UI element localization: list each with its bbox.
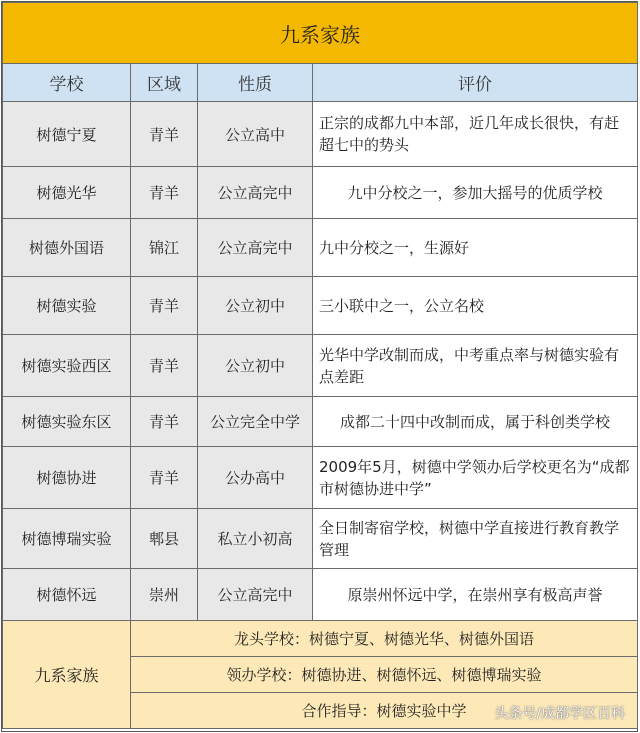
- family-line-cooperation: 合作指导：树德实验中学: [131, 693, 638, 729]
- nature-cell: 公立高完中: [198, 219, 313, 277]
- family-label: 九系家族: [3, 621, 131, 729]
- region-cell: 崇州: [131, 569, 198, 621]
- region-cell: 青羊: [131, 397, 198, 447]
- family-row: [3, 621, 638, 657]
- evaluation-cell: 正宗的成都九中本部，近几年成长很快，有赶超七中的势头: [313, 102, 638, 167]
- nature-cell: 公立高完中: [198, 569, 313, 621]
- header-evaluation: 评价: [313, 64, 638, 102]
- evaluation-cell: 九中分校之一，参加大摇号的优质学校: [313, 167, 638, 219]
- nature-cell: 私立小初高: [198, 509, 313, 569]
- evaluation-cell: 九中分校之一，生源好: [313, 219, 638, 277]
- nature-cell: 公立初中: [198, 335, 313, 397]
- school-cell: 树德协进: [3, 447, 131, 509]
- table-row: [3, 219, 638, 277]
- family-line-managed: 领办学校：树德协进、树德怀远、树德博瑞实验: [131, 657, 638, 693]
- nature-cell: 公办高中: [198, 447, 313, 509]
- nature-cell: 公立高中: [198, 102, 313, 167]
- evaluation-cell: 全日制寄宿学校，树德中学直接进行教育教学管理: [313, 509, 638, 569]
- school-cell: 树德光华: [3, 167, 131, 219]
- school-table: [2, 2, 638, 729]
- family-line-lead: 龙头学校：树德宁夏、树德光华、树德外国语: [131, 621, 638, 657]
- table-row: [3, 277, 638, 335]
- school-cell: 树德外国语: [3, 219, 131, 277]
- evaluation-cell: 光华中学改制而成，中考重点率与树德实验有点差距: [313, 335, 638, 397]
- region-cell: 青羊: [131, 447, 198, 509]
- table-title: 九系家族: [3, 3, 638, 64]
- watermark: 头条号/成都学区百科: [494, 706, 625, 722]
- evaluation-cell: 三小联中之一，公立名校: [313, 277, 638, 335]
- table-row: [3, 509, 638, 569]
- region-cell: 青羊: [131, 335, 198, 397]
- region-cell: 青羊: [131, 277, 198, 335]
- region-cell: 青羊: [131, 167, 198, 219]
- school-table-sheet: [1, 1, 638, 732]
- region-cell: 青羊: [131, 102, 198, 167]
- school-cell: 树德宁夏: [3, 102, 131, 167]
- table-row: [3, 335, 638, 397]
- title-row: [3, 3, 638, 64]
- evaluation-cell: 原崇州怀远中学，在崇州享有极高声誉: [313, 569, 638, 621]
- evaluation-cell: 2009年5月，树德中学领办后学校更名为“成都市树德协进中学”: [313, 447, 638, 509]
- evaluation-cell: 成都二十四中改制而成，属于科创类学校: [313, 397, 638, 447]
- table-row: [3, 397, 638, 447]
- table-row: [3, 167, 638, 219]
- school-cell: 树德怀远: [3, 569, 131, 621]
- header-region: 区域: [131, 64, 198, 102]
- school-cell: 树德实验西区: [3, 335, 131, 397]
- table-row: [3, 447, 638, 509]
- nature-cell: 公立初中: [198, 277, 313, 335]
- nature-cell: 公立完全中学: [198, 397, 313, 447]
- header-nature: 性质: [198, 64, 313, 102]
- region-cell: 锦江: [131, 219, 198, 277]
- table-row: [3, 569, 638, 621]
- nature-cell: 公立高完中: [198, 167, 313, 219]
- header-school: 学校: [3, 64, 131, 102]
- table-row: [3, 102, 638, 167]
- school-cell: 树德实验东区: [3, 397, 131, 447]
- region-cell: 郫县: [131, 509, 198, 569]
- school-cell: 树德实验: [3, 277, 131, 335]
- school-cell: 树德博瑞实验: [3, 509, 131, 569]
- header-row: [3, 64, 638, 102]
